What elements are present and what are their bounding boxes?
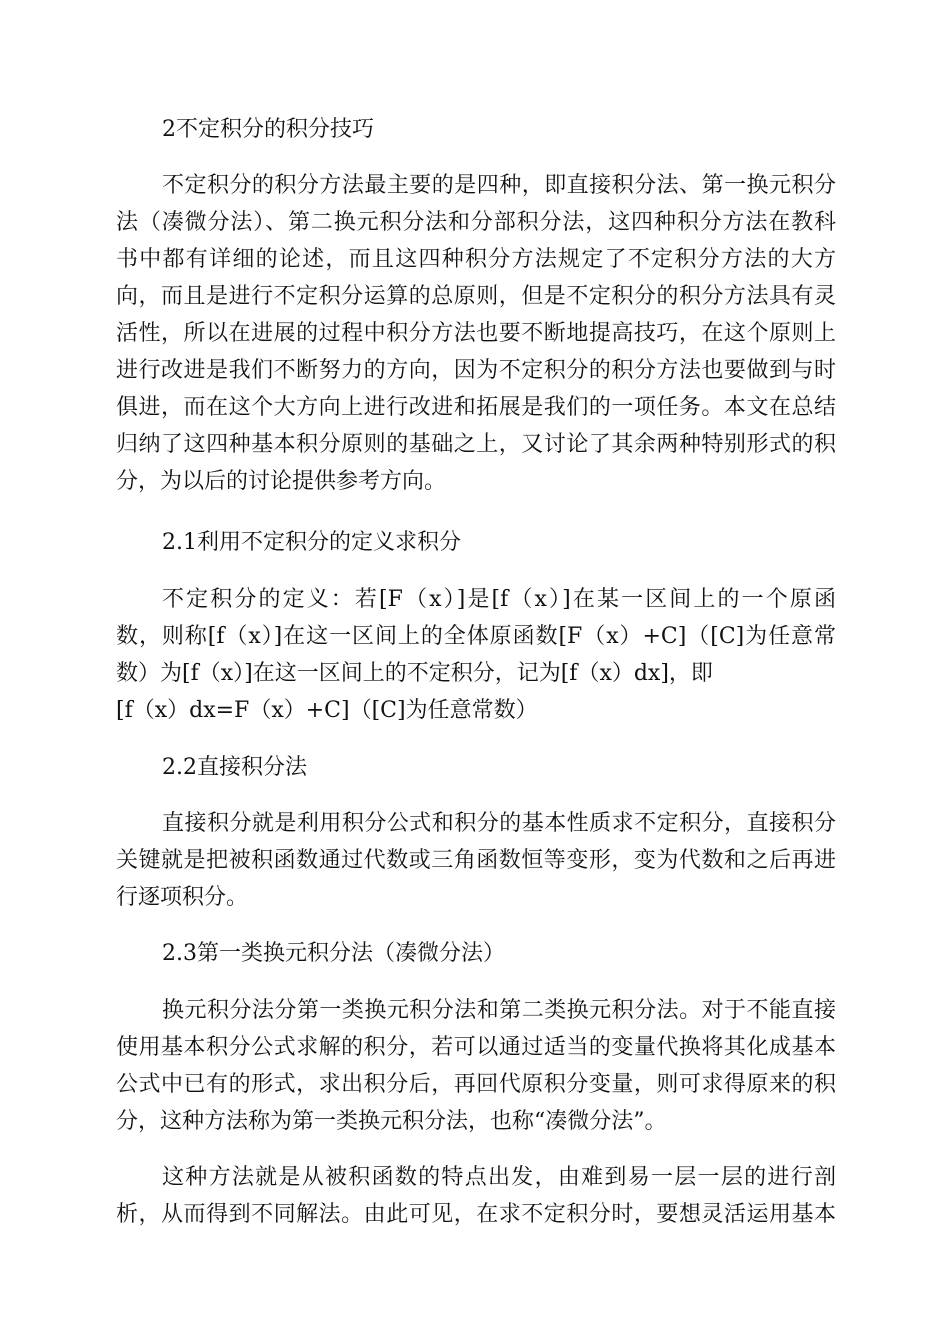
paragraph-line: 直接积分就是利用积分公式和积分的基本性质求不定积分，直接积分 — [162, 811, 836, 836]
paragraph-line: 行逐项积分。 — [116, 885, 249, 910]
section-heading-2-3: 2.3第一类换元积分法（凑微分法） — [162, 941, 505, 966]
paragraph-line: 公式中已有的形式，求出积分后，再回代原积分变量，则可求得原来的积 — [116, 1072, 836, 1097]
paragraph-line: 向，而且是进行不定积分运算的总原则，但是不定积分的积分方法具有灵 — [116, 284, 836, 309]
section-heading-2: 2不定积分的积分技巧 — [162, 117, 374, 142]
paragraph-line: 归纳了这四种基本积分原则的基础之上，又讨论了其余两种特别形式的积 — [116, 432, 836, 457]
section-heading-2-2: 2.2直接积分法 — [162, 755, 307, 780]
paragraph-line: 这种方法就是从被积函数的特点出发，由难到易一层一层的进行剖 — [162, 1165, 836, 1190]
paragraph-line: 分，为以后的讨论提供参考方向。 — [116, 469, 447, 494]
paragraph-line: 换元积分法分第一类换元积分法和第二类换元积分法。对于不能直接 — [162, 998, 836, 1023]
paragraph-line: 数，则称[f（x）]在这一区间上的全体原函数[F（x）+C]（[C]为任意常 — [116, 624, 836, 649]
paragraph-line: 进行改进是我们不断努力的方向，因为不定积分的积分方法也要做到与时 — [116, 358, 836, 383]
paragraph-line: 析，从而得到不同解法。由此可见，在求不定积分时，要想灵活运用基本 — [116, 1202, 836, 1227]
paragraph-line: 关键就是把被积函数通过代数或三角函数恒等变形，变为代数和之后再进 — [116, 848, 836, 873]
paragraph-line: 活性，所以在进展的过程中积分方法也要不断地提高技巧，在这个原则上 — [116, 321, 836, 346]
paragraph-line: 法（凑微分法）、第二换元积分法和分部积分法，这四种积分方法在教科 — [116, 210, 836, 235]
paragraph-line: 数）为[f（x）]在这一区间上的不定积分，记为[f（x）dx]，即 — [116, 661, 713, 686]
paragraph-line: 书中都有详细的论述，而且这四种积分方法规定了不定积分方法的大方 — [116, 247, 836, 272]
paragraph-line: 不定积分的积分方法最主要的是四种，即直接积分法、第一换元积分 — [162, 173, 836, 198]
paragraph-line: 分，这种方法称为第一类换元积分法，也称“凑微分法”。 — [116, 1109, 667, 1134]
paragraph-line: [f（x）dx=F（x）+C]（[C]为任意常数） — [116, 698, 538, 723]
paragraph-line: 不定积分的定义：若[F（x）]是[f（x）]在某一区间上的一个原函 — [162, 587, 836, 612]
paragraph-line: 使用基本积分公式求解的积分，若可以通过适当的变量代换将其化成基本 — [116, 1035, 836, 1060]
section-heading-2-1: 2.1利用不定积分的定义求积分 — [162, 530, 461, 555]
paragraph-line: 俱进，而在这个大方向上进行改进和拓展是我们的一项任务。本文在总结 — [116, 395, 836, 420]
